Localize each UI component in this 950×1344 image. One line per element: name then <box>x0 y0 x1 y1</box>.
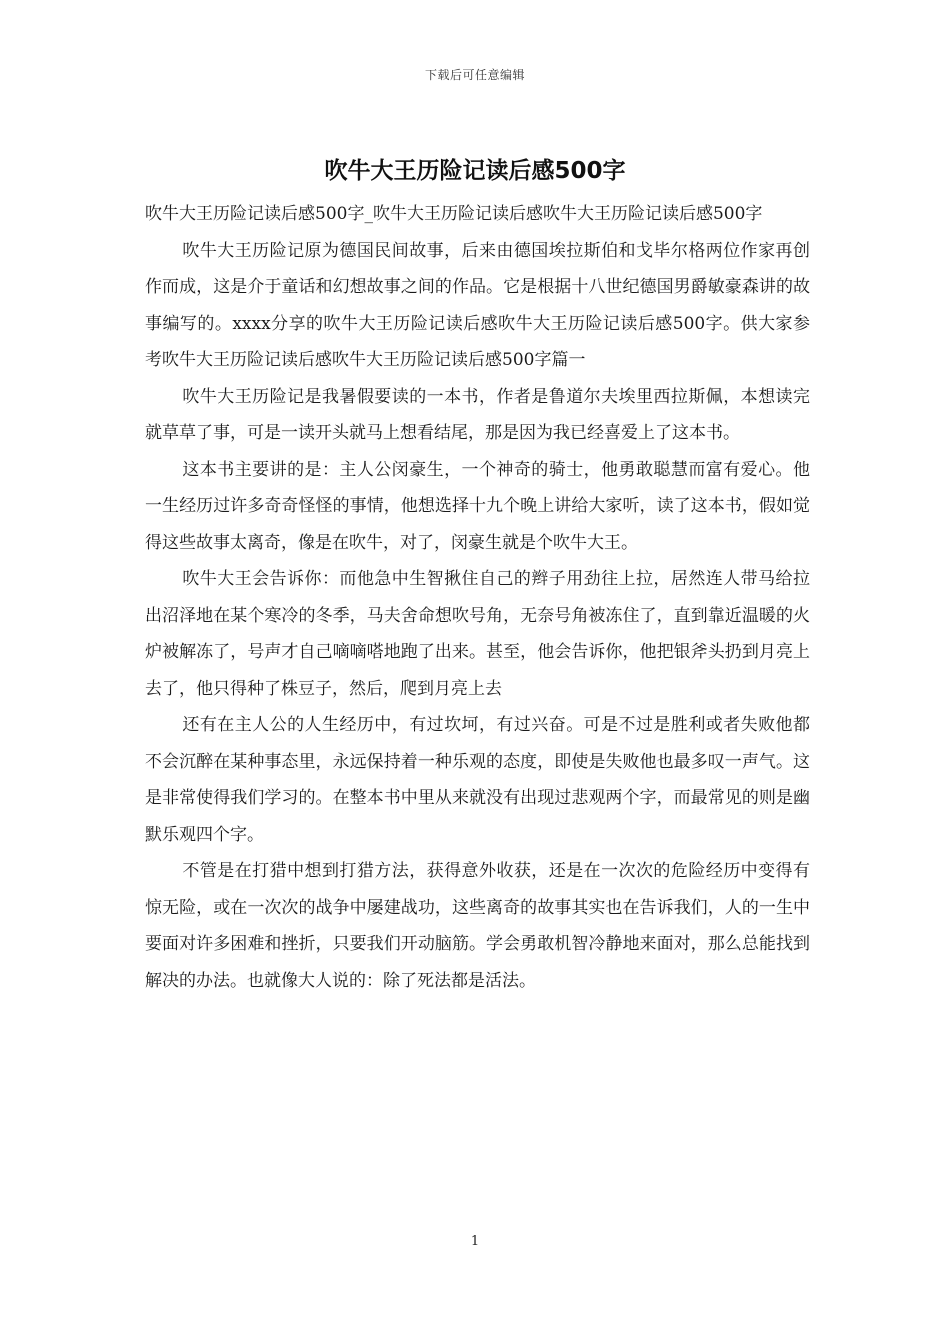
paragraph: 吹牛大王历险记是我暑假要读的一本书，作者是鲁道尔夫埃里西拉斯佩，本想读完就草草了事，可是一读开头就马上想看结尾，那是因为我已经喜爱上了这本书。 <box>145 386 810 443</box>
page-number: 1 <box>470 1234 480 1249</box>
paragraph: 这本书主要讲的是：主人公闵豪生，一个神奇的骑士，他勇敢聪慧而富有爱心。他一生经历过许多奇奇怪怪的事情，他想选择十九个晚上讲给大家听，读了这本书，假如觉得这些故事太离奇，像是在吹牛，对了，闵豪生就是个吹牛大王。 <box>145 459 810 553</box>
paragraph-subtitle: 吹牛大王历险记读后感500字_吹牛大王历险记读后感吹牛大王历险记读后感500字 <box>145 204 763 224</box>
page-title: 吹牛大王历险记读后感500字 <box>324 158 626 184</box>
header-note: 下载后可任意编辑 <box>424 68 525 82</box>
paragraph: 吹牛大王历险记原为德国民间故事，后来由德国埃拉斯伯和戈毕尔格两位作家再创作而成，这是介于童话和幻想故事之间的作品。它是根据十八世纪德国男爵敏豪森讲的故事编写的。xxxx分享的吹牛大王历险记读后感吹牛大王历险记读后感500字。供大家参考吹牛大王历险记读后感吹牛大王历险记读后感500字篇一 <box>145 240 810 370</box>
paragraph: 还有在主人公的人生经历中，有过坎坷，有过兴奋。可是不过是胜利或者失败他都不会沉醉在某种事态里，永远保持着一种乐观的态度，即使是失败他也最多叹一声气。这是非常使得我们学习的。在整本书中里从来就没有出现过悲观两个字，而最常见的则是幽默乐观四个字。 <box>145 715 810 845</box>
paragraph: 吹牛大王会告诉你：而他急中生智揪住自己的辫子用劲往上拉，居然连人带马给拉出沼泽地在某个寒冷的冬季，马夫舍命想吹号角，无奈号角被冻住了，直到靠近温暖的火炉被解冻了，号声才自己嘀嘀嗒地跑了出来。甚至，他会告诉你，他把银斧头扔到月亮上去了，他只得种了株豆子，然后，爬到月亮上去 <box>145 569 810 699</box>
article-body <box>145 196 810 999</box>
paragraph: 不管是在打猎中想到打猎方法，获得意外收获，还是在一次次的危险经历中变得有惊无险，或在一次次的战争中屡建战功，这些离奇的故事其实也在告诉我们，人的一生中要面对许多困难和挫折，只要我们开动脑筋。学会勇敢机智冷静地来面对，那么总能找到解决的办法。也就像大人说的：除了死法都是活法。 <box>145 861 810 991</box>
